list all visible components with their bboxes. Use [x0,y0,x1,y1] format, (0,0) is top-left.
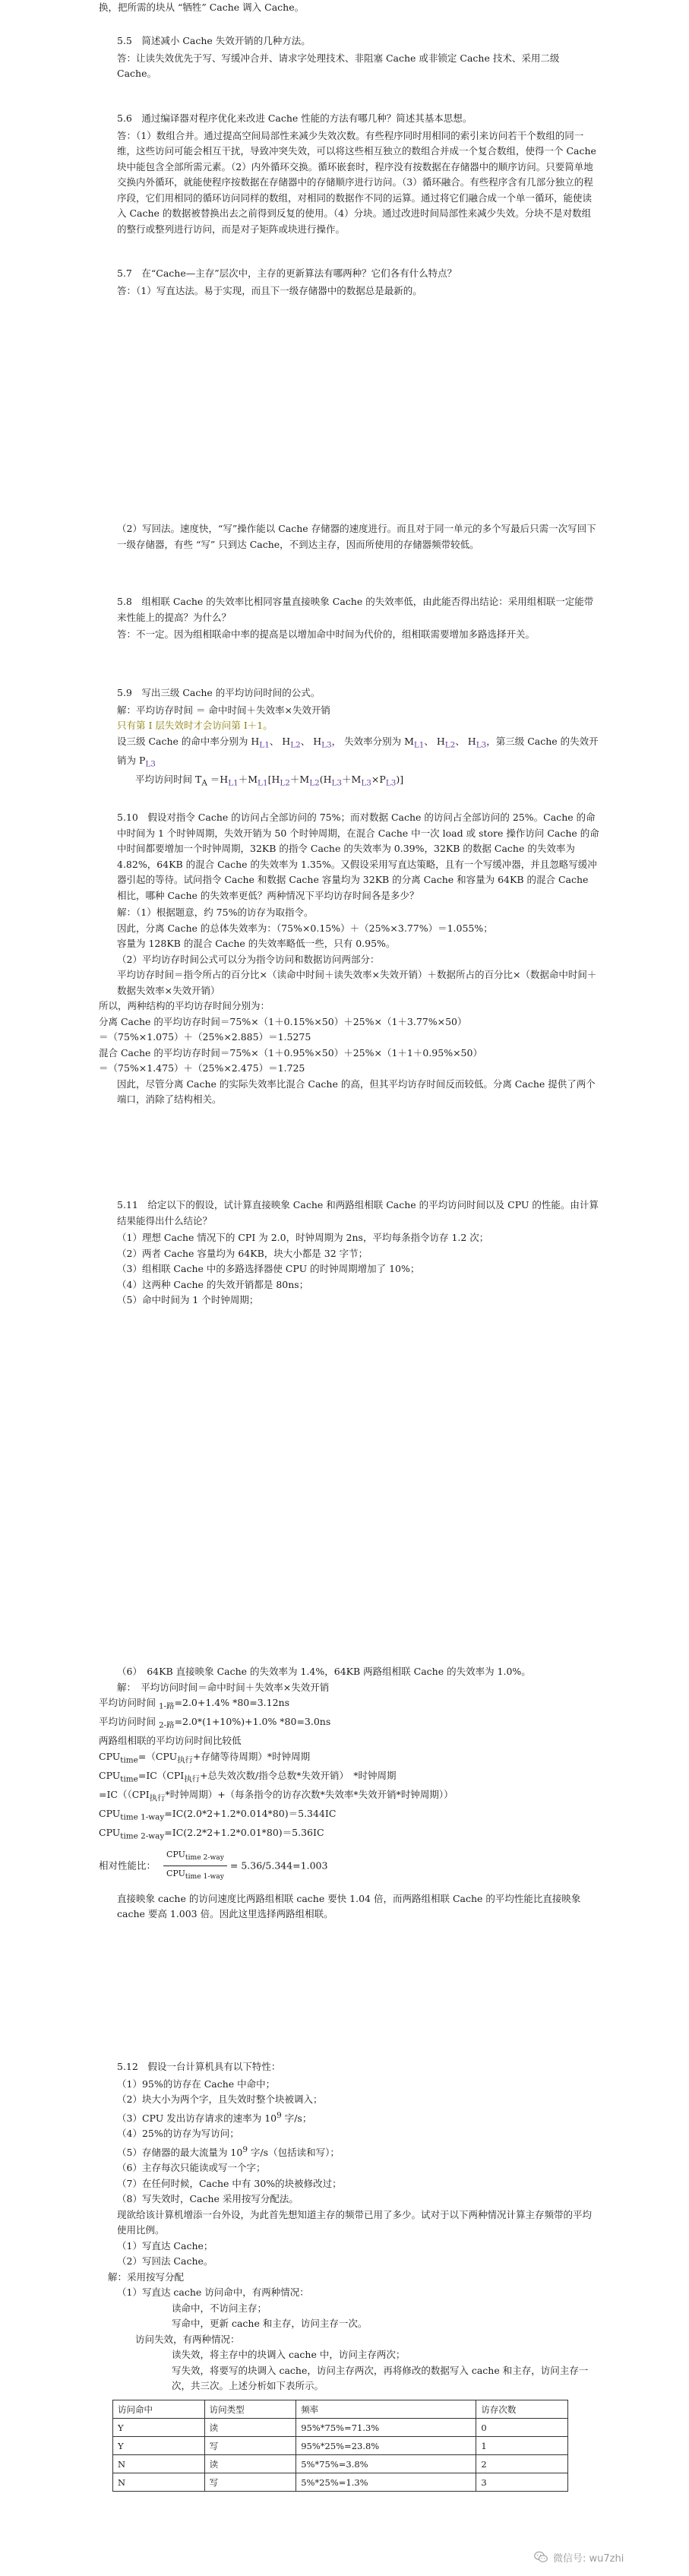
text: （3）CPU 发出访存请求的速率为 10 [117,2112,277,2124]
solution-line: 所以，两种结构的平均访存时间分别为： [99,1000,270,1011]
solution-line [99,1825,600,1844]
solution-line: 读失效，将主存中的块调入 cache 中，访问主存两次； [172,2349,406,2361]
subscript: L1 [258,778,268,787]
answer: （2）写回法。速度快，“写”操作能以 Cache 存储器的速度进行。而且对于同一单元的多个写最后只需一次写回下一级存储器，有些 “写” 只到达 Cache，不到达主存，因而所使用的存储器频带较低。 [117,523,596,550]
question-5-11-continued [99,1664,600,1923]
text: ＋M [289,773,310,785]
table-cell: 写 [204,2473,296,2492]
condition: （4）这两种 Cache 的失效开销都是 80ns； [117,1278,309,1290]
table-cell: Y [113,2437,205,2455]
solution-line: 混合 Cache 的平均访存时间＝75%×（1＋0.95%×50）＋25%×（1＋1＋0.95%×50） [99,1046,482,1059]
table-row [113,2419,568,2437]
text: 字/s（包括读和写）； [247,2146,340,2158]
answer: 答：（1）写直达法。易于实现，而且下一级存储器中的数据总是最新的。 [117,284,422,296]
conclusion: 直接映象 cache 的访问速度比两路组相联 cache 要快 1.04 倍，而两路组相联 Cache 的平均性能比直接映象 cache 要高 1.003 倍。因此这里选择两路组相联。 [117,1892,581,1920]
question-5-11 [99,1198,600,1309]
text: +总失效次数/指令总数*失效开销） *时钟周期 [200,1769,397,1781]
watermark-text: 微信号: wu7zhi [553,2552,624,2565]
subscript: L2 [280,778,290,787]
question-5-7-continued [99,521,600,552]
solution-line: 平均访存时间＝指令所占的百分比×（读命中时间＋读失效率×失效开销）＋数据所占的百分比×（数据命中时间＋数据失效率×失效开销） [117,969,597,996]
condition: （8）写失效时，Cache 采用按写分配法。 [117,2193,299,2205]
memory-access-table [112,2400,568,2492]
text: ，第三级 Cache 的失效开销为 P [117,735,599,766]
question-title: 5.11 给定以下的假设，试计算直接映象 Cache 和两路组相联 Cache 的平均访问时间以及 CPU 的性能。由计算结果能得出什么结论？ [117,1199,599,1226]
table-cell: 读 [204,2455,296,2473]
solution-line: ＝（75%×1.475）＋（25%×2.475）＝1.725 [99,1062,305,1074]
table-cell: 3 [476,2473,568,2492]
subscript: L1 [413,740,425,749]
subscript: 2-路 [158,1720,175,1730]
question-title: 5.12 假设一台计算机具有以下特性： [117,2061,281,2072]
question-5-9 [99,685,600,791]
text: =IC(2.0*2+1.2*0.014*80)＝5.344IC [164,1807,337,1819]
text: *时钟周期）+（每条指令的访存次数*失效率*失效开销*时钟周期）） [165,1788,454,1800]
solution-line: 访问失效，有两种情况： [135,2333,240,2345]
table-cell: 5%*25%=1.3% [296,2473,476,2492]
question-5-8 [99,594,600,643]
subscript: time [120,1755,138,1764]
subscript: 执行 [177,1755,193,1764]
solution-line: 解：（1）根据题意，约 75%的访存为取指令。 [117,907,314,918]
superscript: 9 [277,2110,282,2120]
text: =2.0+1.4% *80=3.12ns [174,1697,290,1708]
condition: （2）块大小为两个字，且失效时整个块被调入； [117,2093,323,2105]
condition [99,2142,600,2161]
text: CPU [99,1826,121,1838]
table-cell: 读 [204,2419,296,2437]
question-title: 5.5 简述减小 Cache 失效开销的几种方法。 [117,35,311,46]
question-5-10 [99,810,600,1108]
solution-line: 两路组相联的平均访问时间比较低 [99,1735,242,1746]
table-cell: N [113,2473,205,2492]
text: 平均访问时间 T [135,773,202,785]
text: (H [319,773,332,785]
relative-performance-formula [99,1847,600,1885]
subscript: L1 [228,778,239,787]
text: =2.0*(1+10%)+1.0% *80=3.0ns [174,1716,331,1727]
text: 、 H [269,735,291,747]
table-cell: Y [113,2419,205,2437]
text: 字/s； [281,2112,312,2124]
sub-question: （2）写回法 Cache。 [117,2255,213,2267]
text: ＝H [207,773,229,785]
table-header-row [113,2400,568,2419]
subscript: L3 [331,778,343,787]
text: 相对性能比： [99,1859,156,1872]
solution-line: （1）写直达 cache 访问命中，有两种情况： [117,2286,309,2299]
fraction-numerator [163,1847,227,1867]
subscript: 执行 [184,1774,201,1783]
table-cell: 2 [476,2455,568,2473]
sub-question: （1）写直达 Cache； [117,2239,213,2252]
answer: 答：（1）数组合并。通过提高空间局部性来减少失效次数。有些程序同时用相同的索引来访问若干个数组的同一维，这些访问可能会相互干扰，导致冲突失效，可以将这些相互独立的数组合并成一个复合数组，使得一个 Cache 块中能包含全部所需元素。（2）内外循环交换。循环嵌套时，程序没有按数据在存储器中的顺序访问。只要简单地交换内外循环，就能使程序按数据在存储器中的存储顺序进行访问。（3）循环融合。有些程序含有几部分独立的程序段，它们用相同的循环访问同样的数组，对相同的数据作不同的运算。通过将它们融合成一个单一循环，能使读入 Cache 的数据被替换出去之前得到反复的使用。（4）分块。通过改进时间局部性来减少失效。分块不是对数组的整行或整列进行访问，而是对子矩阵或块进行操作。 [117,129,596,235]
solution-line: 写失效，将要写的块调入 cache，访问主存两次，再将修改的数据写入 cache 和主存，访问主存一次，共三次。上述分析如下表所示。 [172,2364,589,2392]
table-cell: 写 [204,2437,296,2455]
question-title: 5.6 通过编译器对程序优化来改进 Cache 性能的方法有哪几种？简述其基本思想。 [117,112,473,124]
text: +存储等待周期）*时钟周期 [192,1750,311,1762]
text: （5）存储器的最大流量为 10 [117,2146,243,2158]
question-5-6 [99,111,600,237]
answer: 答：不一定。因为组相联命中率的提高是以增加命中时间为代价的，组相联需要增加多路选择开关。 [117,628,536,640]
condition: （1）95%的访存在 Cache 中命中； [117,2078,276,2090]
question-5-7 [99,266,600,299]
text: 设三级 Cache 的命中率分别为 H [117,735,260,747]
subscript: L3 [321,740,332,749]
text: =IC(2.2*2+1.2*0.01*80)＝5.36IC [164,1826,324,1838]
text: 、 H [424,735,445,747]
top-fragment [99,0,600,16]
question-5-5 [99,33,600,82]
condition: （3）组相联 Cache 中的多路选择器使 CPU 的时钟周期增加了 10%； [117,1263,420,1274]
table-cell: 5%*75%=3.8% [296,2455,476,2473]
solution-line [99,734,600,772]
text: )] [396,773,404,785]
solution-line: 因此，分离 Cache 的总体失效率为：（75%×0.15%）＋（25%×3.77%）＝1.055%； [117,922,493,934]
question-title: 5.7 在“Cache—主存”层次中，主存的更新算法有哪两种？它们各有什么特点？ [117,267,457,279]
question-5-12 [99,2059,600,2394]
table-cell: N [113,2455,205,2473]
solution-line [99,1749,600,1768]
text: ×P [371,773,386,785]
text: ， 失效率分别为 M [331,735,414,747]
solution-line: 解：采用按写分配 [108,2271,185,2283]
solution-line: 容量为 128KB 的混合 Cache 的失效率略低一些，只有 0.95%。 [117,938,396,949]
table-row [113,2473,568,2492]
solution-line [99,1695,600,1714]
condition [99,2108,600,2127]
solution-line: 因此，尽管分离 Cache 的实际失效率比混合 Cache 的高，但其平均访存时间反而较低。分离 Cache 提供了两个端口，消除了结构相关。 [117,1078,596,1105]
subscript: time 1-way [120,1812,165,1821]
condition: （2）两者 Cache 容量均为 64KB，块大小都是 32 字节； [117,1247,368,1259]
condition: （1）理想 Cache 情况下的 CPI 为 2.0，时钟周期为 2ns，平均每条指令访存 1.2 次； [117,1232,489,1243]
table-cell: 95%*75%=71.3% [296,2419,476,2437]
condition: （5）命中时间为 1 个时钟周期； [117,1294,259,1305]
subscript: time [120,1774,138,1783]
solution-line [99,1714,600,1733]
solution-line: （2）平均访存时间公式可以分为指令访问和数据访问两部分： [117,953,380,965]
table-header: 访问命中 [113,2400,205,2419]
text: = 5.36/5.344=1.003 [229,1859,328,1872]
solution-line: 解： 平均访问时间＝命中时间＋失效率×失效开销 [117,1681,330,1693]
condition: （6） 64KB 直接映象 Cache 的失效率为 1.4%，64KB 两路组相联 Cache 的失效率为 1.0%。 [117,1666,531,1677]
fraction [163,1847,227,1885]
table-cell: 1 [476,2437,568,2455]
text: CPU [166,1869,185,1879]
text: ＋M [238,773,258,785]
subscript: time 1-way [185,1872,224,1881]
superscript: 9 [242,2144,248,2154]
subscript: L3 [476,740,487,749]
table-cell: 0 [476,2419,568,2437]
text: =（CPU [137,1750,178,1762]
table-row [113,2437,568,2455]
solution-line [99,1787,600,1806]
table-cell: 95%*25%=23.8% [296,2437,476,2455]
table-header: 访存次数 [476,2400,568,2419]
condition: （7）在任何时候，Cache 中有 30%的块被修改过； [117,2177,342,2189]
text: 平均访问时间 [99,1716,159,1727]
subscript: L3 [385,778,397,787]
formula [99,772,600,791]
condition: （6）主存每次只能读或写一个字； [117,2162,266,2174]
table-row [113,2455,568,2473]
solution-line [99,1806,600,1825]
subscript: L1 [259,740,270,749]
text: CPU [99,1750,121,1762]
text: 、 H [455,735,476,747]
highlight-note: 只有第 I 层失效时才会访问第 I＋1。 [117,720,273,731]
subscript: L2 [309,778,320,787]
subscript: L2 [290,740,301,749]
wechat-watermark [533,2547,678,2567]
solution-line: 读命中，不访问主存； [172,2302,267,2314]
subscript: L3 [145,759,156,768]
text: =IC（（CPI [99,1788,150,1800]
subscript: A [201,778,207,787]
subscript: L3 [361,778,371,787]
wechat-icon [533,2549,548,2565]
question-text: 现欲给该计算机增添一台外设，为此首先想知道主存的频带已用了多少。试对于以下两种情况计算主存频带的平均使用比例。 [117,2208,593,2236]
table-header: 访问类型 [204,2400,296,2419]
solution-line: ＝（75%×1.075）＋（25%×2.885）＝1.5275 [99,1031,311,1043]
question-title: 5.9 写出三级 Cache 的平均访问时间的公式。 [117,687,321,698]
text: ＋M [342,773,362,785]
subscript: time 2-way [120,1831,165,1840]
answer: 答：让读失效优先于写、写缓冲合并、请求字处理技术、非阻塞 Cache 或非锁定 Cache 技术、采用二级 Cache。 [117,52,560,79]
subscript: 执行 [149,1793,166,1802]
paragraph: 换，把所需的块从 “牺牲” Cache 调入 Cache。 [99,2,305,13]
text: [H [267,773,280,785]
subscript: 1-路 [158,1701,175,1711]
text: CPU [99,1807,121,1819]
solution-line [99,1768,600,1787]
text: CPU [166,1849,185,1859]
subscript: time 2-way [185,1853,224,1862]
text: 平均访问时间 [99,1697,159,1708]
condition: （4）25%的访存为写访问； [117,2128,239,2140]
solution-line: 分离 Cache 的平均访存时间＝75%×（1＋0.15%×50）＋25%×（1＋3.77%×50） [99,1015,467,1027]
question-title: 5.8 组相联 Cache 的失效率比相同容量直接映象 Cache 的失效率低，由此能否得出结论：采用组相联一定能带来性能上的提高？为什么？ [117,596,594,623]
text: =IC（CPI [137,1769,185,1781]
text: CPU [99,1769,121,1781]
question-title: 5.10 假设对指令 Cache 的访问占全部访问的 75%；而对数据 Cache 的访问占全部访问的 25%。Cache 的命中时间为 1 个时钟周期，失效开销为 50 个时钟周期，在混合 Cache 中一次 load 或 store 操作访问 Cache 的命中时间都要增加一个时钟周期，32KB 的指令 Cache 的失效率为 0.39%，32KB 的数据 Cache 的失效率为 4.82%，64KB 的混合 Cache 的失效率为 1.35%。又假设采用写直达策略，且有一个写缓冲器，并且忽略写缓冲器引起的等待。试问指令 Cache 和数据 Cache 容量均为 32KB 的分离 Cache 和容量为 64KB 的混合 Cache 相比，哪种 Cache 的失效率更低？两种情况下平均访存时间各是多少？ [117,812,599,901]
fraction-denominator [163,1866,227,1885]
subscript: L2 [444,740,456,749]
table-header: 频率 [296,2400,476,2419]
text: 、 H [300,735,322,747]
solution-line: 写命中，更新 cache 和主存，访问主存一次。 [172,2318,368,2330]
solution-line: 解：平均访存时间 ＝ 命中时间＋失效率×失效开销 [117,704,330,716]
